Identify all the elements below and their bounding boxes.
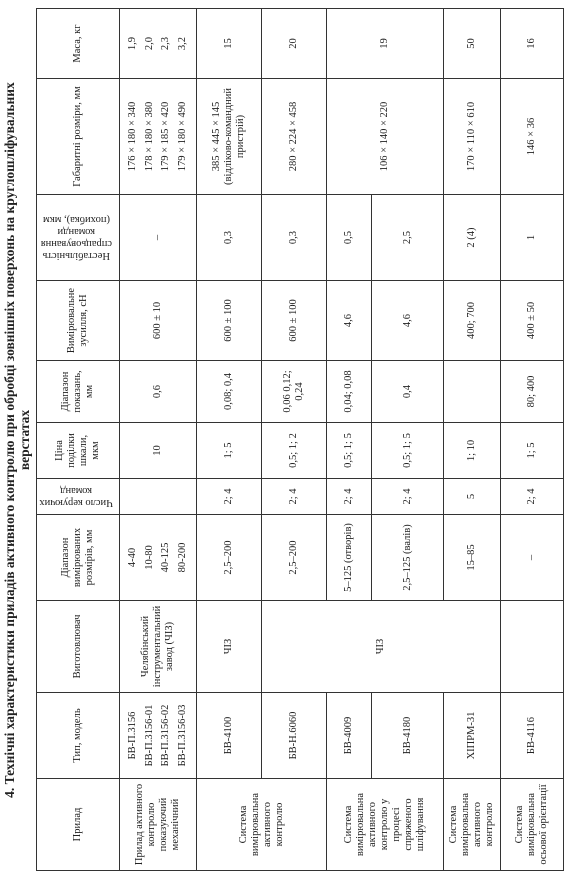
cell-dims: 170 × 110 × 610	[443, 79, 500, 195]
characteristics-table	[36, 8, 564, 871]
cell-commands	[120, 479, 197, 515]
cell-maker	[501, 601, 564, 693]
table-row	[501, 9, 564, 871]
table-row	[443, 9, 500, 871]
cell-model: БВ-Н.6060	[262, 693, 327, 779]
header-force: Вимірювальне зусилля, сН	[37, 281, 120, 361]
header-instability	[37, 195, 120, 281]
cell-instability: 2 (4)	[443, 195, 500, 281]
cell-mass: 16	[501, 9, 564, 79]
range-value: 4-40	[127, 547, 139, 568]
header-commands	[37, 479, 120, 515]
cell-division: 1; 5	[501, 423, 564, 479]
cell-instability: 0,3	[262, 195, 327, 281]
cell-range: 15–85	[443, 515, 500, 601]
cell-force: 400; 700	[443, 281, 500, 361]
cell-maker: ЧІЗ	[262, 601, 501, 693]
header-commands-text: Число керуючих команд	[39, 485, 113, 509]
header-maker: Виготовлювач	[37, 601, 120, 693]
header-instability-text: Нестабільність спрацьовування команди (похибка), мкм	[40, 214, 112, 262]
header-readings: Діапазон показань, мм	[37, 361, 120, 423]
cell-model: БВ-4100	[197, 693, 262, 779]
cell-model: ХІПРМ-31	[443, 693, 500, 779]
cell-mass: 50	[443, 9, 500, 79]
header-mass: Маса, кг	[37, 9, 120, 79]
table-row	[120, 9, 197, 871]
cell-force: 400 ± 50	[501, 281, 564, 361]
cell-commands: 2; 4	[372, 479, 444, 515]
table-row	[262, 9, 327, 871]
cell-range	[120, 515, 197, 601]
cell-division: 0,5; 1; 5	[327, 423, 372, 479]
cell-force: 600 ± 100	[197, 281, 262, 361]
range-value: 40-125	[160, 542, 172, 573]
cell-instability: 0,3	[197, 195, 262, 281]
table-row	[197, 9, 262, 871]
dims-value: 179 × 185 × 420	[160, 101, 172, 172]
header-division: Ціна поділки шкали, мкм	[37, 423, 120, 479]
cell-readings: 80; 400	[501, 361, 564, 423]
model-value: БВ-П.3156-02	[160, 704, 172, 767]
cell-device: Система вимірювальна активного контролю	[443, 779, 500, 871]
mass-value: 2,0	[143, 36, 155, 51]
header-dims: Габаритні розміри, мм	[37, 79, 120, 195]
table-row	[327, 9, 372, 871]
cell-model: БВ-4180	[372, 693, 444, 779]
cell-division: 1; 10	[443, 423, 500, 479]
cell-maker: Челябінський інструментальний завод (ЧІЗ)	[120, 601, 197, 693]
cell-force: 600 ± 100	[262, 281, 327, 361]
cell-division: 1; 5	[197, 423, 262, 479]
cell-instability: 2,5	[372, 195, 444, 281]
mass-value: 1,9	[127, 36, 139, 51]
title-line-1: 4. Технічні характеристики приладів активного контролю при обробці зовнішніх поверхонь на круглошліфувальних	[2, 82, 17, 798]
title-line-2: верстатах	[17, 409, 32, 471]
cell-readings: 0,4	[372, 361, 444, 423]
model-value: БВ-П.3156-03	[176, 704, 188, 767]
cell-readings: 0,6	[120, 361, 197, 423]
table-title	[2, 9, 32, 871]
cell-force: 4,6	[372, 281, 444, 361]
dims-value: 176 × 180 × 340	[127, 101, 139, 172]
cell-commands: 2; 4	[262, 479, 327, 515]
cell-range: 2,5–125 (валів)	[372, 515, 444, 601]
cell-commands: 2; 4	[197, 479, 262, 515]
cell-range: 2,5–200	[262, 515, 327, 601]
cell-instability: –	[120, 195, 197, 281]
cell-mass: 15	[197, 9, 262, 79]
cell-dims	[120, 79, 197, 195]
cell-mass: 19	[327, 9, 444, 79]
cell-dims: 280 × 224 × 458	[262, 79, 327, 195]
header-range: Діапазон вимірюваних розмірів, мм	[37, 515, 120, 601]
range-value: 10-80	[143, 545, 155, 570]
mass-value: 3,2	[176, 36, 188, 51]
cell-commands: 2; 4	[501, 479, 564, 515]
mass-value: 2,3	[160, 36, 172, 51]
cell-model	[120, 693, 197, 779]
cell-dims: 106 × 140 × 220	[327, 79, 444, 195]
range-value: 80-200	[176, 542, 188, 573]
cell-division: 0,5; 1; 5	[372, 423, 444, 479]
cell-readings: 0,06 0,12; 0,24	[262, 361, 327, 423]
cell-range: –	[501, 515, 564, 601]
cell-division: 0,5; 1; 2	[262, 423, 327, 479]
cell-readings: 0,08; 0,4	[197, 361, 262, 423]
cell-device: Система вимірювальна активного контролю у процесі спряженого шліфування	[327, 779, 444, 871]
cell-instability: 1	[501, 195, 564, 281]
dims-value: 179 × 180 × 490	[176, 101, 188, 172]
cell-instability: 0,5	[327, 195, 372, 281]
header-device: Прилад	[37, 779, 120, 871]
cell-range: 5–125 (отворів)	[327, 515, 372, 601]
cell-commands: 5	[443, 479, 500, 515]
cell-device: Система вимірювальна осьової орієнтації	[501, 779, 564, 871]
model-value: БВ-П.3156	[127, 711, 139, 760]
cell-force: 600 ± 10	[120, 281, 197, 361]
cell-model: БВ-4009	[327, 693, 372, 779]
header-model: Тип, модель	[37, 693, 120, 779]
cell-mass	[120, 9, 197, 79]
cell-readings	[443, 361, 500, 423]
cell-force: 4,6	[327, 281, 372, 361]
dims-value: 178 × 180 × 380	[143, 101, 155, 172]
cell-division: 10	[120, 423, 197, 479]
cell-dims: 385 × 445 × 145 (відліково-командний пристрій)	[197, 79, 262, 195]
cell-readings: 0,04; 0,08	[327, 361, 372, 423]
cell-maker: ЧІЗ	[197, 601, 262, 693]
cell-device: Система вимірювальна активного контролю	[197, 779, 327, 871]
model-value: БВ-П.3156-01	[143, 704, 155, 767]
cell-device: Прилад активного контролю показуючий механічний	[120, 779, 197, 871]
cell-dims: 146 × 36	[501, 79, 564, 195]
cell-model: БВ-4116	[501, 693, 564, 779]
cell-commands: 2; 4	[327, 479, 372, 515]
cell-range: 2,5–200	[197, 515, 262, 601]
header-row	[37, 9, 120, 871]
cell-mass: 20	[262, 9, 327, 79]
